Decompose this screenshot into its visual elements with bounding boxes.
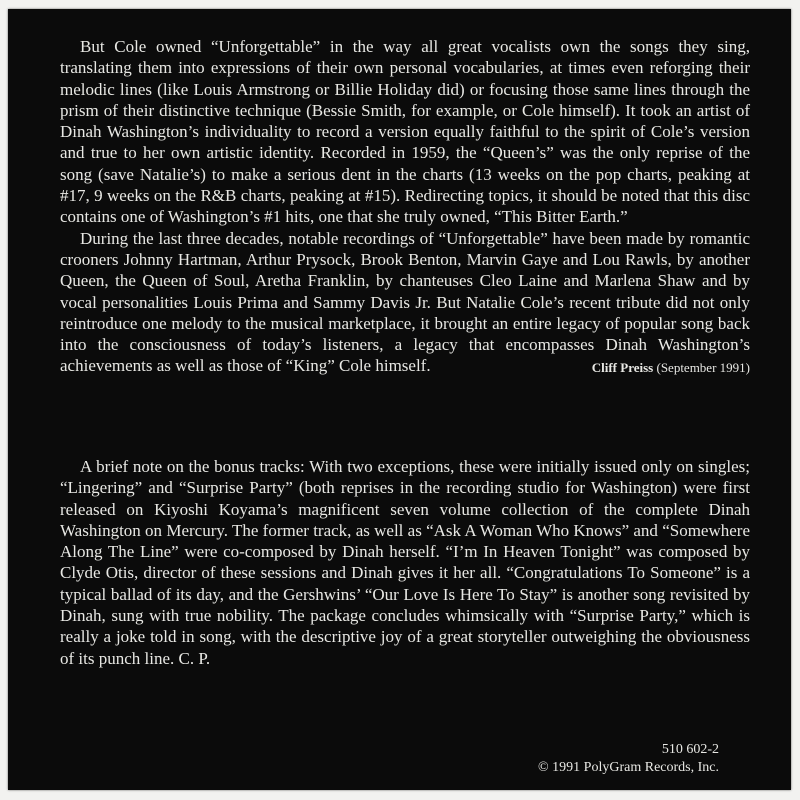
paragraph-unforgettable-versions: But Cole owned “Unforgettable” in the way all great vocalists own the songs they sing, translating them into expressions of their own personal vocabularies, at times even reforging their melodic lines (like Louis Armstrong or Billie Holiday did) or focusing those same lines through the prism of their distinctive technique (Bessie Smith, for example, or Cole himself). It took an artist of Dinah Washington’s individuality to record a version equally faithful to the spirit of Cole’s version and true to her own artistic identity. Recorded in 1959, the “Queen’s” was the only reprise of the song (save Natalie’s) to make a serious dent in the charts (13 weeks on the pop charts, peaking at #17, 9 weeks on the R&B charts, peaking at #15). Redirecting topics, it should be noted that this disc contains one of Washington’s #1 hits, one that she truly owned, “This Bitter Earth.” [60, 37, 750, 227]
catalog-number: 510 602-2 [661, 742, 719, 757]
footer-info [538, 741, 719, 777]
paragraph-bonus-tracks: A brief note on the bonus tracks: With two exceptions, these were initially issued only on singles; “Lingering” and “Surprise Party” (both reprises in the recording studio for Washington) were first released on Kiyoshi Koyama’s magnificent seven volume collection of the complete Dinah Washington on Mercury. The former track, as well as “Ask A Woman Who Knows” and “Somewhere Along The Line” were co-composed by Dinah herself. “I’m In Heaven Tonight” was composed by Clyde Otis, director of these sessions and Dinah gives it her all. “Congratulations To Someone” is a typical ballad of its day, and the Gershwins’ “Our Love Is Here To Stay” is another song revisited by Dinah, sung with true nobility. The package concludes whimsically with “Surprise Party,” which is really a joke told in song, with the descriptive joy of a great storyteller outweighing the obviousness of its punch line. C. P. [60, 457, 750, 668]
author-date: (September 1991) [656, 359, 750, 375]
copyright-notice: © 1991 PolyGram Records, Inc. [538, 760, 719, 775]
liner-notes-page [8, 9, 791, 790]
author-name: Cliff Preiss [591, 359, 654, 375]
paragraph-notable-recordings: During the last three decades, notable recordings of “Unforgettable” have been made by romantic crooners Johnny Hartman, Arthur Prysock, Brook Benton, Marvin Gaye and Lou Rawls, by another Queen, the Queen of Soul, Aretha Franklin, by chanteuses Cleo Laine and Marlena Shaw and by vocal personalities Louis Prima and Sammy Davis Jr. But Natalie Cole’s recent tribute did not only reintroduce one melody to the musical marketplace, it brought an entire legacy of popular song back into the consciousness of today’s listeners, a legacy that encompasses Dinah Washington’s achievements as well as those of “King” Cole himself. [60, 228, 750, 376]
liner-notes-section-2 [60, 456, 750, 669]
liner-notes-section-1 [60, 36, 750, 377]
